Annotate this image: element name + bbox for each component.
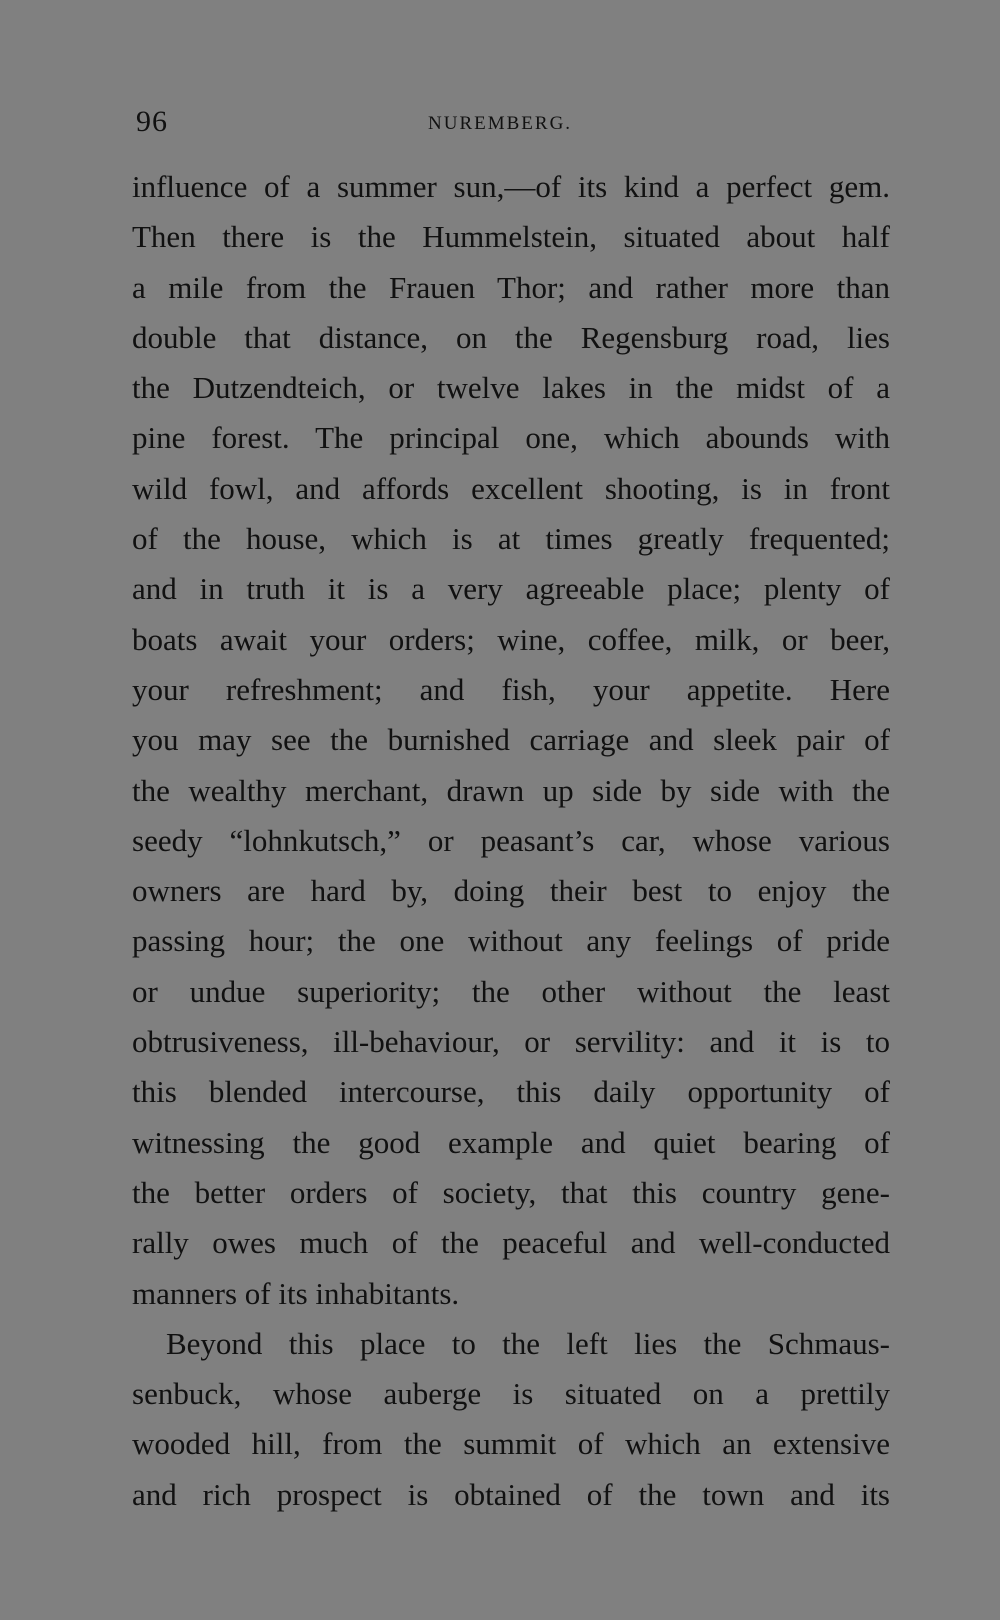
text-line: a mile from the Frauen Thor; and rather more than bbox=[132, 269, 890, 305]
text-line: of the house, which is at times greatly frequented; bbox=[132, 521, 890, 557]
running-head bbox=[136, 104, 888, 140]
text-line: the wealthy merchant, drawn up side by side with the bbox=[132, 772, 890, 808]
page-number: 96 bbox=[136, 105, 168, 138]
paragraph-2 bbox=[132, 1319, 890, 1520]
text-line: passing hour; the one without any feelings of pride bbox=[132, 923, 890, 959]
text-line: manners of its inhabitants. bbox=[132, 1275, 460, 1311]
text-line: the Dutzendteich, or twelve lakes in the midst of a bbox=[132, 370, 890, 406]
text-line: Then there is the Hummelstein, situated about half bbox=[132, 219, 890, 255]
text-line: your refreshment; and fish, your appetite. Here bbox=[132, 671, 890, 707]
running-title: NUREMBERG. bbox=[428, 113, 573, 134]
text-line: owners are hard by, doing their best to enjoy the bbox=[132, 873, 890, 909]
text-line: obtrusiveness, ill-behaviour, or servility: and it is to bbox=[132, 1024, 890, 1060]
text-line: Beyond this place to the left lies the Schmaus- bbox=[166, 1325, 890, 1361]
paragraph-1 bbox=[132, 162, 890, 1319]
text-line: wooded hill, from the summit of which an extensive bbox=[132, 1426, 890, 1462]
body-text bbox=[132, 162, 890, 1520]
text-line: pine forest. The principal one, which abounds with bbox=[132, 420, 890, 456]
text-line: this blended intercourse, this daily opportunity of bbox=[132, 1074, 890, 1110]
text-line: senbuck, whose auberge is situated on a prettily bbox=[132, 1376, 890, 1412]
text-line: and in truth it is a very agreeable place; plenty of bbox=[132, 571, 890, 607]
text-line: seedy “lohnkutsch,” or peasant’s car, whose various bbox=[132, 822, 890, 858]
text-line: witnessing the good example and quiet bearing of bbox=[132, 1124, 890, 1160]
text-line: or undue superiority; the other without the least bbox=[132, 973, 890, 1009]
text-line: and rich prospect is obtained of the town and its bbox=[132, 1476, 890, 1512]
text-line: rally owes much of the peaceful and well-conducted bbox=[132, 1225, 890, 1261]
text-line: influence of a summer sun,—of its kind a perfect gem. bbox=[132, 169, 890, 204]
text-line: the better orders of society, that this country gene- bbox=[132, 1174, 890, 1210]
text-line: boats await your orders; wine, coffee, milk, or beer, bbox=[132, 621, 890, 657]
text-line: wild fowl, and affords excellent shooting, is in front bbox=[132, 470, 890, 506]
text-line: double that distance, on the Regensburg road, lies bbox=[132, 319, 890, 355]
text-line: you may see the burnished carriage and sleek pair of bbox=[132, 722, 890, 758]
